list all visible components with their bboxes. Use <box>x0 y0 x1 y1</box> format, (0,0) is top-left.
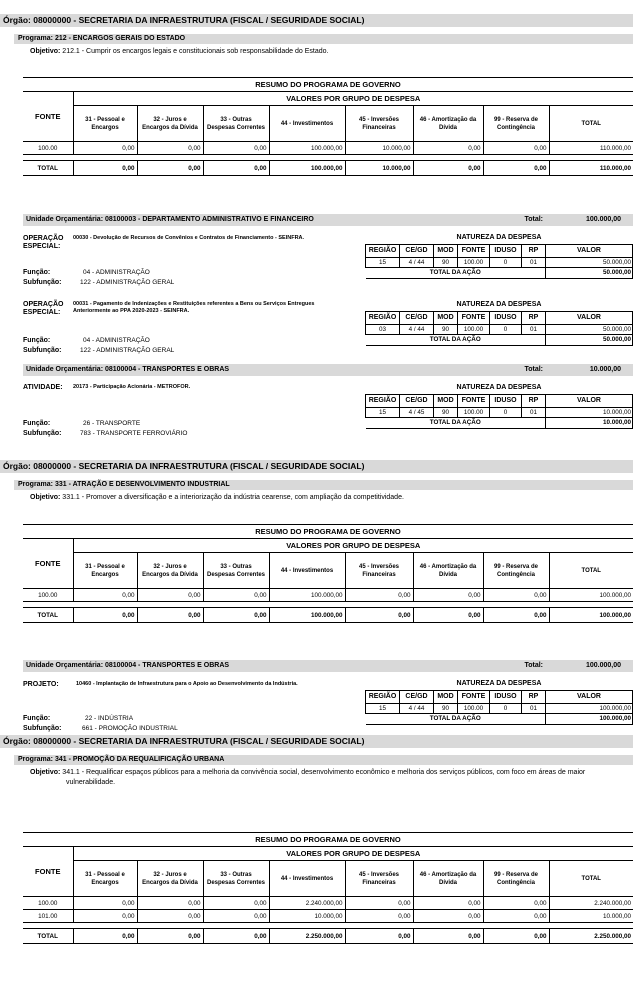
cell: 0,00 <box>137 910 203 923</box>
cell: 90 <box>434 257 458 267</box>
cell: 0,00 <box>203 589 269 602</box>
cell: 0,00 <box>137 161 203 176</box>
col-45: 45 - Inversões Financeiras <box>345 861 413 897</box>
nat-col-cegd: CE/GD <box>400 311 434 324</box>
cell: 0,00 <box>73 897 137 910</box>
nat-col-fonte: FONTE <box>458 394 490 407</box>
col-32: 32 - Juros e Encargos da Dívida <box>137 553 203 589</box>
natureza-title: NATUREZA DA DESPESA <box>456 680 542 688</box>
nat-col-fonte: FONTE <box>458 244 490 257</box>
nat-col-mod: MOD <box>434 394 458 407</box>
col-32: 32 - Juros e Encargos da Dívida <box>137 861 203 897</box>
programa-header: Programa: 212 - ENCARGOS GERAIS DO ESTADO <box>14 34 633 44</box>
cell: 110.000,00 <box>549 142 633 155</box>
col-total: TOTAL <box>549 106 633 142</box>
cell: 0,00 <box>345 929 413 944</box>
orgao-header: Órgão: 08000000 - SECRETARIA DA INFRAESTRUTURA (FISCAL / SEGURIDADE SOCIAL) <box>0 14 633 27</box>
subfuncao-value: 122 - ADMINISTRAÇÃO GERAL <box>80 279 175 286</box>
unidade-label: Unidade Orçamentária: 08100004 - TRANSPORTES E OBRAS <box>26 662 230 669</box>
natureza-table <box>365 232 633 279</box>
table-row <box>23 910 633 923</box>
objetivo-text: 212.1 - Cumprir os encargos legais e constitucionais sob responsabilidade do Estado. <box>62 48 329 55</box>
unidade-total-value: 100.000,00 <box>585 216 621 223</box>
cell: 0,00 <box>73 589 137 602</box>
cell: 10.000,00 <box>546 407 633 417</box>
nat-col-regiao: REGIÃO <box>366 244 400 257</box>
cell: 01 <box>522 703 546 713</box>
cell: 0,00 <box>483 929 549 944</box>
table-row <box>23 897 633 910</box>
cell: 4 / 45 <box>400 407 434 417</box>
cell: 01 <box>522 257 546 267</box>
cell: 90 <box>434 324 458 334</box>
cell: 90 <box>434 407 458 417</box>
nat-col-valor: VALOR <box>546 690 633 703</box>
cell: 10.000,00 <box>345 142 413 155</box>
col-33: 33 - Outras Despesas Correntes <box>203 861 269 897</box>
programa-header: Programa: 331 - ATRAÇÃO E DESENVOLVIMENTO INDUSTRIAL <box>14 480 633 490</box>
col-total: TOTAL <box>549 553 633 589</box>
table-row <box>366 407 633 417</box>
table-row <box>366 324 633 334</box>
cell: 0,00 <box>345 910 413 923</box>
cell: 100.000,00 <box>269 161 345 176</box>
nat-col-valor: VALOR <box>546 244 633 257</box>
cell: 0 <box>490 324 522 334</box>
unidade-header <box>23 214 633 226</box>
objetivo-text: 331.1 - Promover a diversificação e a interiorização da indústria cearense, com ampliação da competitividade. <box>62 494 404 501</box>
unidade-total-value: 10.000,00 <box>589 366 621 373</box>
col-46: 46 - Amortização da Dívida <box>413 861 483 897</box>
cell: 4 / 44 <box>400 703 434 713</box>
cell: 15 <box>366 703 400 713</box>
objetivo-label: Objetivo: <box>30 48 61 55</box>
cell: 2.240.000,00 <box>269 897 345 910</box>
nat-col-cegd: CE/GD <box>400 690 434 703</box>
cell: 10.000,00 <box>269 910 345 923</box>
cell: 100.000,00 <box>269 142 345 155</box>
cell: 100.000,00 <box>269 608 345 623</box>
objetivo <box>30 493 630 503</box>
cell: 0,00 <box>73 142 137 155</box>
action-type: PROJETO: <box>23 681 59 688</box>
cell: 90 <box>434 703 458 713</box>
natureza-table <box>365 678 633 725</box>
col-31: 31 - Pessoal e Encargos <box>73 861 137 897</box>
cell: TOTAL <box>23 161 73 176</box>
unidade-header <box>23 660 633 672</box>
cell: 4 / 44 <box>400 257 434 267</box>
cell: 0,00 <box>203 161 269 176</box>
unidade-total-label: Total: <box>524 216 543 223</box>
total-acao-value: 10.000,00 <box>546 417 633 428</box>
subfuncao-label: Subfunção: <box>23 430 62 437</box>
nat-col-cegd: CE/GD <box>400 394 434 407</box>
nat-col-iduso: IDUSO <box>490 311 522 324</box>
table-row <box>23 142 633 155</box>
action-type: ATIVIDADE: <box>23 384 63 391</box>
funcao-label: Função: <box>23 715 51 722</box>
subfuncao-label: Subfunção: <box>23 725 62 732</box>
unidade-total-label: Total: <box>524 366 543 373</box>
cell: 100.000,00 <box>269 589 345 602</box>
unidade-total-label: Total: <box>524 662 543 669</box>
fonte-header: FONTE <box>23 92 73 142</box>
cell: 0,00 <box>413 161 483 176</box>
nat-col-mod: MOD <box>434 690 458 703</box>
funcao-value: 22 - INDÚSTRIA <box>85 715 134 722</box>
nat-col-cegd: CE/GD <box>400 244 434 257</box>
total-row <box>23 161 633 176</box>
valores-header: VALORES POR GRUPO DE DESPESA <box>73 539 633 553</box>
cell: 0,00 <box>73 161 137 176</box>
valores-header: VALORES POR GRUPO DE DESPESA <box>73 92 633 106</box>
subfuncao-label: Subfunção: <box>23 347 62 354</box>
natureza-title: NATUREZA DA DESPESA <box>456 384 542 392</box>
nat-col-iduso: IDUSO <box>490 690 522 703</box>
action-desc: 00031 - Pagamento de Indenizações e Restituições referentes a Bens ou Serviços Entregues Anteriormente ao PPA 2020-2023 - SEINFRA. <box>73 301 315 314</box>
total-row <box>23 608 633 623</box>
total-acao-row <box>366 334 633 345</box>
resumo-table <box>23 524 633 623</box>
col-44: 44 - Investimentos <box>269 106 345 142</box>
natureza-title: NATUREZA DA DESPESA <box>456 301 542 309</box>
nat-col-fonte: FONTE <box>458 311 490 324</box>
nat-col-valor: VALOR <box>546 311 633 324</box>
cell: 0,00 <box>413 897 483 910</box>
resumo-title: RESUMO DO PROGRAMA DE GOVERNO <box>23 833 633 847</box>
cell: 0,00 <box>137 142 203 155</box>
cell: 2.240.000,00 <box>549 897 633 910</box>
subfuncao-label: Subfunção: <box>23 279 62 286</box>
cell: 0,00 <box>345 897 413 910</box>
nat-col-regiao: REGIÃO <box>366 394 400 407</box>
resumo-title: RESUMO DO PROGRAMA DE GOVERNO <box>23 78 633 92</box>
cell: 100.00 <box>23 589 73 602</box>
cell: TOTAL <box>23 929 73 944</box>
total-acao-row <box>366 713 633 724</box>
cell: 100.000,00 <box>549 608 633 623</box>
cell: 100.000,00 <box>546 703 633 713</box>
total-acao-label: TOTAL DA AÇÃO <box>366 417 546 428</box>
cell: 0,00 <box>413 929 483 944</box>
resumo-table <box>23 77 633 176</box>
funcao-value: 26 - TRANSPORTE <box>83 420 141 427</box>
cell: 101.00 <box>23 910 73 923</box>
objetivo <box>30 47 630 57</box>
nat-col-mod: MOD <box>434 311 458 324</box>
table-row <box>366 257 633 267</box>
funcao-value: 04 - ADMINISTRAÇÃO <box>83 269 150 276</box>
objetivo <box>30 768 620 788</box>
col-32: 32 - Juros e Encargos da Dívida <box>137 106 203 142</box>
col-33: 33 - Outras Despesas Correntes <box>203 553 269 589</box>
cell: 100.00 <box>458 324 490 334</box>
cell: 15 <box>366 407 400 417</box>
cell: 10.000,00 <box>549 910 633 923</box>
cell: 10.000,00 <box>345 161 413 176</box>
total-acao-value: 50.000,00 <box>546 267 633 278</box>
cell: 0,00 <box>73 929 137 944</box>
funcao-label: Função: <box>23 420 51 427</box>
nat-col-rp: RP <box>522 244 546 257</box>
col-46: 46 - Amortização da Dívida <box>413 106 483 142</box>
cell: 100.00 <box>23 142 73 155</box>
total-acao-label: TOTAL DA AÇÃO <box>366 713 546 724</box>
cell: 100.00 <box>23 897 73 910</box>
cell: 01 <box>522 407 546 417</box>
cell: 0,00 <box>203 910 269 923</box>
col-45: 45 - Inversões Financeiras <box>345 553 413 589</box>
cell: 0,00 <box>483 161 549 176</box>
cell: 0,00 <box>203 897 269 910</box>
cell: 0,00 <box>483 897 549 910</box>
cell: 50.000,00 <box>546 257 633 267</box>
cell: 15 <box>366 257 400 267</box>
cell: 0,00 <box>73 910 137 923</box>
cell: 0,00 <box>137 929 203 944</box>
orgao-header: Órgão: 08000000 - SECRETARIA DA INFRAESTRUTURA (FISCAL / SEGURIDADE SOCIAL) <box>0 460 633 473</box>
cell: 0,00 <box>413 142 483 155</box>
table-row <box>366 703 633 713</box>
cell: 0,00 <box>483 142 549 155</box>
col-99: 99 - Reserva de Contingência <box>483 861 549 897</box>
nat-col-valor: VALOR <box>546 394 633 407</box>
col-99: 99 - Reserva de Contingência <box>483 106 549 142</box>
objetivo-text: 341.1 - Requalificar espaços públicos para a melhoria da convivência social, desenvolvimento econômico e melhoria dos serviços públicos, com foco em áreas de maior vulnerabilidade. <box>62 769 586 786</box>
cell: 0 <box>490 703 522 713</box>
nat-col-mod: MOD <box>434 244 458 257</box>
cell: 4 / 44 <box>400 324 434 334</box>
funcao-label: Função: <box>23 269 51 276</box>
valores-header: VALORES POR GRUPO DE DESPESA <box>73 847 633 861</box>
unidade-label: Unidade Orçamentária: 08100003 - DEPARTAMENTO ADMINISTRATIVO E FINANCEIRO <box>26 216 314 223</box>
total-row <box>23 929 633 944</box>
nat-col-rp: RP <box>522 690 546 703</box>
nat-col-iduso: IDUSO <box>490 394 522 407</box>
cell: 0 <box>490 257 522 267</box>
total-acao-value: 100.000,00 <box>546 713 633 724</box>
nat-col-regiao: REGIÃO <box>366 690 400 703</box>
subfuncao-value: 122 - ADMINISTRAÇÃO GERAL <box>80 347 175 354</box>
cell: 2.250.000,00 <box>269 929 345 944</box>
cell: 100.00 <box>458 257 490 267</box>
cell: 0,00 <box>137 897 203 910</box>
total-acao-label: TOTAL DA AÇÃO <box>366 267 546 278</box>
col-33: 33 - Outras Despesas Correntes <box>203 106 269 142</box>
cell: 50.000,00 <box>546 324 633 334</box>
action-type: OPERAÇÃO ESPECIAL: <box>23 301 64 316</box>
cell: TOTAL <box>23 608 73 623</box>
action-desc: 00030 - Devolução de Recursos de Convênios e Contratos de Financiamento - SEINFRA. <box>73 235 305 241</box>
cell: 2.250.000,00 <box>549 929 633 944</box>
action-desc: 20173 - Participação Acionária - METROFOR. <box>73 384 191 390</box>
cell: 0,00 <box>345 589 413 602</box>
col-44: 44 - Investimentos <box>269 861 345 897</box>
col-44: 44 - Investimentos <box>269 553 345 589</box>
programa-header: Programa: 341 - PROMOÇÃO DA REQUALIFICAÇÃO URBANA <box>14 755 633 765</box>
table-row <box>23 589 633 602</box>
cell: 0,00 <box>345 608 413 623</box>
cell: 100.00 <box>458 703 490 713</box>
action-desc: 10460 - Implantação de Infraestrutura para o Apoio ao Desenvolvimento da Indústria. <box>76 681 298 687</box>
funcao-label: Função: <box>23 337 51 344</box>
cell: 0,00 <box>137 608 203 623</box>
cell: 0,00 <box>413 910 483 923</box>
cell: 100.000,00 <box>549 589 633 602</box>
col-31: 31 - Pessoal e Encargos <box>73 553 137 589</box>
total-acao-label: TOTAL DA AÇÃO <box>366 334 546 345</box>
cell: 0 <box>490 407 522 417</box>
unidade-label: Unidade Orçamentária: 08100004 - TRANSPORTES E OBRAS <box>26 366 230 373</box>
cell: 0,00 <box>203 929 269 944</box>
fonte-header: FONTE <box>23 847 73 897</box>
funcao-value: 04 - ADMINISTRAÇÃO <box>83 337 150 344</box>
col-45: 45 - Inversões Financeiras <box>345 106 413 142</box>
cell: 0,00 <box>483 910 549 923</box>
objetivo-label: Objetivo: <box>30 769 61 776</box>
cell: 0,00 <box>483 608 549 623</box>
total-acao-value: 50.000,00 <box>546 334 633 345</box>
col-total: TOTAL <box>549 861 633 897</box>
cell: 110.000,00 <box>549 161 633 176</box>
cell: 0,00 <box>73 608 137 623</box>
nat-col-rp: RP <box>522 394 546 407</box>
resumo-title: RESUMO DO PROGRAMA DE GOVERNO <box>23 525 633 539</box>
resumo-table <box>23 832 633 944</box>
cell: 0,00 <box>203 608 269 623</box>
action-type: OPERAÇÃO ESPECIAL: <box>23 235 64 250</box>
cell: 100.00 <box>458 407 490 417</box>
cell: 01 <box>522 324 546 334</box>
cell: 0,00 <box>203 142 269 155</box>
natureza-table <box>365 382 633 429</box>
fonte-header: FONTE <box>23 539 73 589</box>
cell: 0,00 <box>137 589 203 602</box>
nat-col-fonte: FONTE <box>458 690 490 703</box>
nat-col-rp: RP <box>522 311 546 324</box>
nat-col-regiao: REGIÃO <box>366 311 400 324</box>
col-99: 99 - Reserva de Contingência <box>483 553 549 589</box>
subfuncao-value: 661 - PROMOÇÃO INDUSTRIAL <box>82 725 178 732</box>
col-31: 31 - Pessoal e Encargos <box>73 106 137 142</box>
cell: 0,00 <box>413 608 483 623</box>
unidade-total-value: 100.000,00 <box>585 662 621 669</box>
cell: 0,00 <box>483 589 549 602</box>
subfuncao-value: 783 - TRANSPORTE FERROVIÁRIO <box>80 430 188 437</box>
col-46: 46 - Amortização da Dívida <box>413 553 483 589</box>
nat-col-iduso: IDUSO <box>490 244 522 257</box>
orgao-header: Órgão: 08000000 - SECRETARIA DA INFRAESTRUTURA (FISCAL / SEGURIDADE SOCIAL) <box>0 735 633 748</box>
total-acao-row <box>366 417 633 428</box>
total-acao-row <box>366 267 633 278</box>
natureza-title: NATUREZA DA DESPESA <box>456 234 542 242</box>
cell: 0,00 <box>413 589 483 602</box>
objetivo-label: Objetivo: <box>30 494 61 501</box>
natureza-table <box>365 299 633 346</box>
cell: 03 <box>366 324 400 334</box>
unidade-header <box>23 364 633 376</box>
